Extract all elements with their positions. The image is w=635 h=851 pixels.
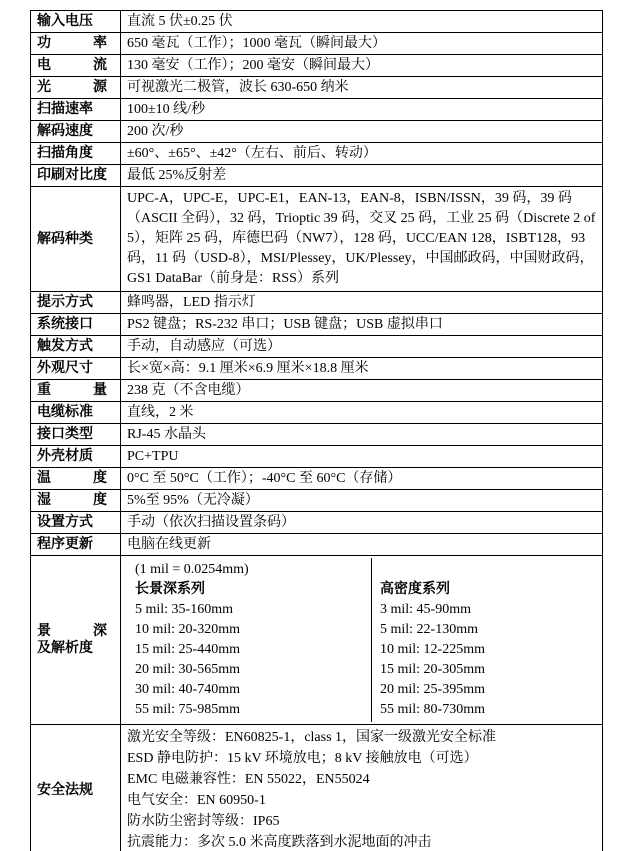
- spec-label: 扫描角度: [31, 143, 121, 165]
- spec-row-depth-of-field: [31, 556, 603, 725]
- spec-row-decode-speed: [31, 121, 603, 143]
- spec-label: 外壳材质: [31, 446, 121, 468]
- spec-label: 印刷对比度: [31, 165, 121, 187]
- dof-long-range-column: [127, 558, 372, 722]
- spec-value: 手动（依次扫描设置条码）: [121, 512, 603, 534]
- spec-row-current: [31, 55, 603, 77]
- spec-label: 解码速度: [31, 121, 121, 143]
- dof-high-density-item: 10 mil: 12-225mm: [380, 642, 485, 657]
- spec-row-setup-method: [31, 512, 603, 534]
- spec-row-scan-rate: [31, 99, 603, 121]
- spec-value: 最低 25%反射差: [121, 165, 603, 187]
- spec-row-system-interface: [31, 314, 603, 336]
- spec-label: 接口类型: [31, 424, 121, 446]
- spec-label: 程序更新: [31, 534, 121, 556]
- spec-value: PC+TPU: [121, 446, 603, 468]
- spec-row-scan-angle: [31, 143, 603, 165]
- spec-label: 重 量: [31, 380, 121, 402]
- spec-label: 解码种类: [31, 187, 121, 292]
- spec-label: 光 源: [31, 77, 121, 99]
- spec-label: 扫描速率: [31, 99, 121, 121]
- spec-value: 手动，自动感应（可选）: [121, 336, 603, 358]
- spec-row-temperature: [31, 468, 603, 490]
- spec-row-trigger-mode: [31, 336, 603, 358]
- safety-line: 电气安全：EN 60950-1: [127, 793, 266, 808]
- spec-label: 触发方式: [31, 336, 121, 358]
- spec-value: ±60°、±65°、±42°（左右、前后、转动）: [121, 143, 603, 165]
- spec-label: [31, 556, 121, 725]
- safety-line: 抗震能力：多次 5.0 米高度跌落到水泥地面的冲击: [127, 835, 432, 850]
- spec-label: 设置方式: [31, 512, 121, 534]
- spec-label: 电缆标准: [31, 402, 121, 424]
- dof-long-range-item: 20 mil: 30-565mm: [135, 662, 240, 677]
- spec-row-symbologies: [31, 187, 603, 292]
- spec-value: 238 克（不含电缆）: [121, 380, 603, 402]
- spec-row-dimensions: [31, 358, 603, 380]
- spec-row-housing-material: [31, 446, 603, 468]
- spec-label: 外观尺寸: [31, 358, 121, 380]
- spec-value: 直线，2 米: [121, 402, 603, 424]
- spec-row-weight: [31, 380, 603, 402]
- dof-long-range-item: 55 mil: 75-985mm: [135, 702, 240, 717]
- spec-table: [30, 10, 603, 851]
- spec-row-cable: [31, 402, 603, 424]
- spec-value: 5%至 95%（无冷凝）: [121, 490, 603, 512]
- safety-value-cell: [121, 725, 603, 851]
- spec-row-indicators: [31, 292, 603, 314]
- spec-label: 功 率: [31, 33, 121, 55]
- dof-high-density-item: 3 mil: 45-90mm: [380, 602, 471, 617]
- spec-value: 100±10 线/秒: [121, 99, 603, 121]
- spec-label: 安全法规: [31, 725, 121, 851]
- dof-label-line2: 及解析度: [37, 641, 93, 656]
- safety-line: 激光安全等级：EN60825-1，class 1，国家一级激光安全标准: [127, 730, 497, 745]
- dof-high-density-title: 高密度系列: [380, 582, 450, 597]
- spec-value: 电脑在线更新: [121, 534, 603, 556]
- dof-long-range-item: 5 mil: 35-160mm: [135, 602, 233, 617]
- dof-spacer: [380, 560, 590, 580]
- spec-label: 系统接口: [31, 314, 121, 336]
- spec-value: 650 毫瓦（工作）；1000 毫瓦（瞬间最大）: [121, 33, 603, 55]
- dof-high-density-item: 55 mil: 80-730mm: [380, 702, 485, 717]
- dof-high-density-item: 5 mil: 22-130mm: [380, 622, 478, 637]
- spec-row-firmware-update: [31, 534, 603, 556]
- spec-value: 蜂鸣器，LED 指示灯: [121, 292, 603, 314]
- spec-row-light-source: [31, 77, 603, 99]
- spec-label: 提示方式: [31, 292, 121, 314]
- dof-high-density-item: 20 mil: 25-395mm: [380, 682, 485, 697]
- safety-line: EMC 电磁兼容性：EN 55022，EN55024: [127, 772, 370, 787]
- spec-label: 输入电压: [31, 11, 121, 33]
- safety-line: 防水防尘密封等级：IP65: [127, 814, 280, 829]
- spec-row-humidity: [31, 490, 603, 512]
- dof-high-density-column: [372, 558, 596, 722]
- spec-row-connector-type: [31, 424, 603, 446]
- dof-mil-note: (1 mil = 0.0254mm): [135, 562, 249, 577]
- spec-value: 长×宽×高：9.1 厘米×6.9 厘米×18.8 厘米: [121, 358, 603, 380]
- spec-label: 电 流: [31, 55, 121, 77]
- safety-line: ESD 静电防护：15 kV 环境放电；8 kV 接触放电（可选）: [127, 751, 478, 766]
- spec-value: PS2 键盘；RS-232 串口；USB 键盘；USB 虚拟串口: [121, 314, 603, 336]
- spec-value: 200 次/秒: [121, 121, 603, 143]
- spec-label: 温 度: [31, 468, 121, 490]
- spec-row-power: [31, 33, 603, 55]
- spec-value: 可视激光二极管，波长 630-650 纳米: [121, 77, 603, 99]
- spec-row-print-contrast: [31, 165, 603, 187]
- dof-long-range-item: 30 mil: 40-740mm: [135, 682, 240, 697]
- spec-value: 0°C 至 50°C（工作）；-40°C 至 60°C（存储）: [121, 468, 603, 490]
- dof-long-range-item: 15 mil: 25-440mm: [135, 642, 240, 657]
- spec-row-input-voltage: [31, 11, 603, 33]
- spec-value: RJ-45 水晶头: [121, 424, 603, 446]
- dof-long-range-title: 长景深系列: [135, 582, 205, 597]
- dof-value-cell: [121, 556, 603, 725]
- spec-label: 湿 度: [31, 490, 121, 512]
- dof-high-density-item: 15 mil: 20-305mm: [380, 662, 485, 677]
- spec-value: UPC-A，UPC-E，UPC-E1，EAN-13，EAN-8，ISBN/ISSN，39 码，39 码（ASCII 全码），32 码，Trioptic 39 码，交叉 25 码，工业 25 码（Discrete 2 of 5），矩阵 25 码，库德巴码（NW7），128 码，UCC/EAN 128，ISBT128，93 码，11 码（USD-8），MSI/Plessey，UK/Plessey，中国邮政码，中国财政码，GS1 DataBar（前身是：RSS）系列: [121, 187, 603, 292]
- dof-long-range-item: 10 mil: 20-320mm: [135, 622, 240, 637]
- spec-value: 130 毫安（工作）；200 毫安（瞬间最大）: [121, 55, 603, 77]
- dof-label-line1: 景 深: [37, 624, 107, 639]
- spec-row-safety-regulations: [31, 725, 603, 851]
- spec-value: 直流 5 伏±0.25 伏: [121, 11, 603, 33]
